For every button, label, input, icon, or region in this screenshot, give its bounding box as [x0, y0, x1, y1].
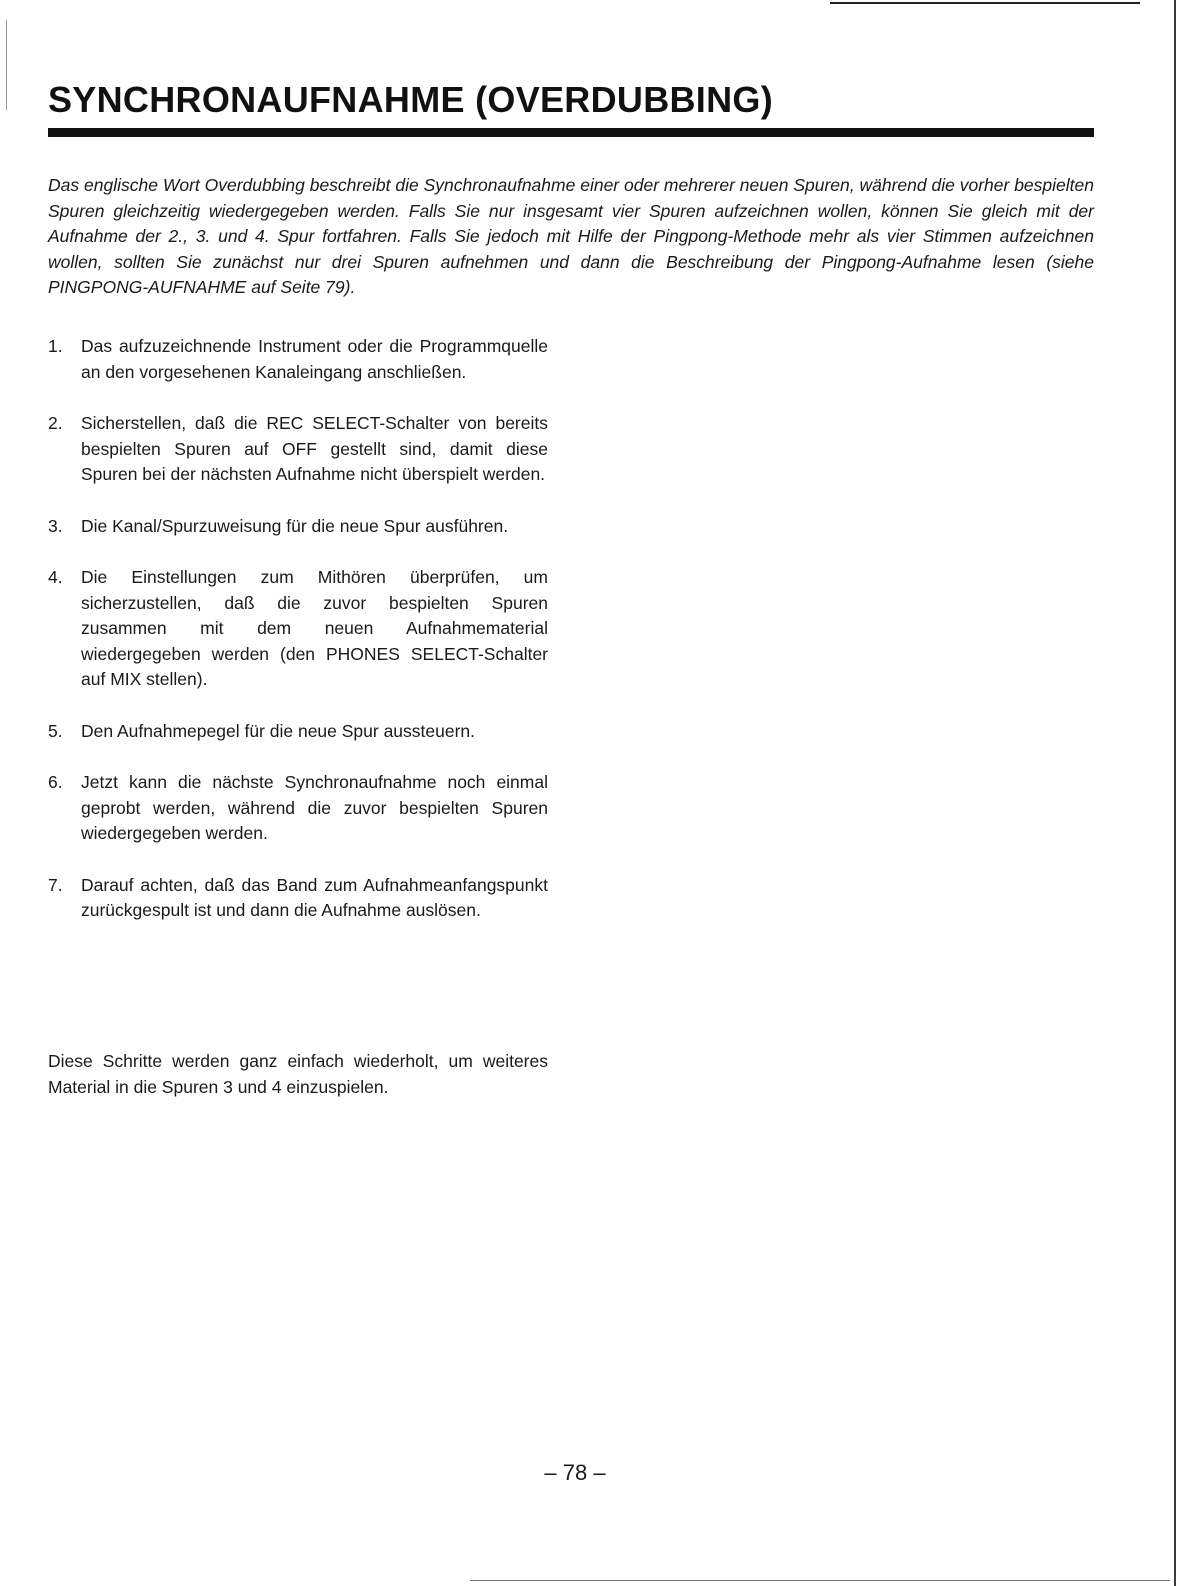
step-number: 2.	[48, 413, 63, 433]
title-underline	[48, 128, 1094, 137]
page-title: SYNCHRONAUFNAHME (OVERDUBBING)	[48, 79, 773, 120]
scan-edge-left	[6, 20, 7, 110]
steps-list	[48, 334, 548, 950]
step-text: Sicherstellen, daß die REC SELECT-Schalter von bereits bespielten Spuren auf OFF gestellt sind, damit diese Spuren bei der nächsten Aufnahme nicht überspielt werden.	[81, 413, 548, 484]
scan-edge-right	[1174, 0, 1176, 1586]
step-number: 7.	[48, 874, 63, 895]
list-item	[48, 334, 548, 385]
list-item	[48, 565, 548, 693]
list-item	[48, 873, 548, 924]
intro-paragraph: Das englische Wort Overdubbing beschreibt die Synchronaufnahme einer oder mehrerer neuen Spuren, während die vorher bespielten Spuren gleichzeitig wiedergegeben werden. Falls Sie nur insgesamt vier Spuren aufzeichnen wollen, können Sie gleich mit der Aufnahme der 2., 3. und 4. Spur fortfahren. Falls Sie jedoch mit Hilfe der Pingpong-Methode mehr als vier Stimmen aufzeichnen wollen, sollten Sie zunächst nur drei Spuren aufnehmen und dann die Beschreibung der Pingpong-Aufnahme lesen (siehe PINGPONG-AUFNAHME auf Seite 79).	[48, 175, 1094, 297]
scan-edge-top	[830, 2, 1140, 4]
step-number: 5.	[48, 720, 63, 741]
step-text: Darauf achten, daß das Band zum Aufnahmeanfangspunkt zurückgespult ist und dann die Aufnahme auslösen.	[81, 874, 548, 920]
closing-paragraph: Diese Schritte werden ganz einfach wiederholt, um weiteres Material in die Spuren 3 und 4 einzuspielen.	[48, 1051, 548, 1097]
step-number: 4.	[48, 567, 63, 587]
list-item	[48, 514, 548, 540]
list-item	[48, 719, 548, 745]
step-number: 3.	[48, 515, 63, 536]
step-text: Jetzt kann die nächste Synchronaufnahme noch einmal geprobt werden, während die zuvor bespielten Spuren wiedergegeben werden.	[81, 772, 548, 843]
step-text: Die Kanal/Spurzuweisung für die neue Spur ausführen.	[81, 515, 509, 536]
list-item	[48, 770, 548, 847]
step-text: Das aufzuzeichnende Instrument oder die Programmquelle an den vorgesehenen Kanaleingang anschließen.	[81, 336, 548, 382]
step-text: Den Aufnahmepegel für die neue Spur aussteuern.	[81, 720, 476, 741]
scan-edge-bottom	[470, 1580, 1170, 1581]
step-number: 1.	[48, 336, 63, 356]
list-item	[48, 411, 548, 488]
page-number: – 78 –	[544, 1460, 606, 1485]
step-number: 6.	[48, 772, 63, 792]
step-text: Die Einstellungen zum Mithören überprüfen, um sicherzustellen, daß die zuvor bespielten Spuren zusammen mit dem neuen Aufnahmematerial wiedergegeben werden (den PHONES SELECT-Schalter auf MIX stellen).	[81, 567, 548, 689]
